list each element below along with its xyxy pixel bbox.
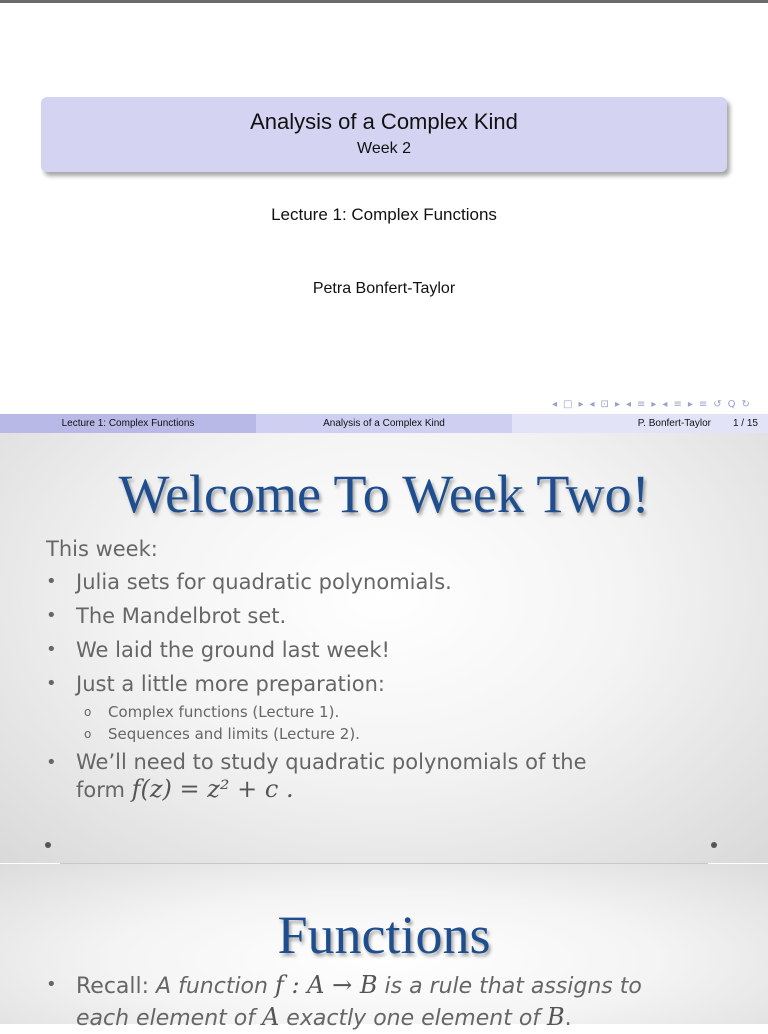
bullet-glyph: • xyxy=(46,974,57,995)
footer-author: P. Bonfert-Taylor xyxy=(637,418,711,429)
nav-section-icon[interactable]: ≡ xyxy=(637,399,646,410)
functions-body xyxy=(46,970,728,1034)
recall-line1 xyxy=(46,970,728,1002)
footer-right xyxy=(512,414,768,433)
set-a: A xyxy=(261,1003,280,1031)
nav-next-section-icon[interactable]: ▸ xyxy=(651,399,657,410)
recall-line2 xyxy=(46,1002,728,1034)
sub-list-item: o Complex functions (Lecture 1). xyxy=(46,701,728,723)
list-item: • Just a little more preparation: xyxy=(46,667,728,701)
welcome-slide xyxy=(0,433,768,863)
recall-italic-1: A function xyxy=(156,974,275,999)
line2-end: . xyxy=(564,1006,572,1031)
nav-doc-icon[interactable]: ≡ xyxy=(673,399,682,410)
presentation-subtitle: Week 2 xyxy=(357,140,411,157)
intro-text: This week: xyxy=(46,537,158,561)
slide-dot-left xyxy=(45,842,51,848)
title-box xyxy=(41,97,727,172)
functions-heading: Functions xyxy=(277,905,491,965)
slide-dot-right xyxy=(711,842,717,848)
nav-next-subsection-icon[interactable]: ▸ xyxy=(614,399,620,410)
title-slide xyxy=(0,3,768,414)
presentation-title: Analysis of a Complex Kind xyxy=(250,109,518,134)
list-item: • We laid the ground last week! xyxy=(46,633,728,667)
welcome-body xyxy=(46,537,728,804)
nav-back-icon[interactable]: ↺ xyxy=(713,399,722,410)
beamer-navigation-bar[interactable] xyxy=(552,399,750,410)
nav-search-icon[interactable]: Q xyxy=(727,399,736,410)
list-item: • Julia sets for quadratic polynomials. xyxy=(46,565,728,599)
recall-prefix: Recall: xyxy=(76,974,157,999)
author-name: Petra Bonfert-Taylor xyxy=(312,280,456,297)
footer-page-number: 1 / 15 xyxy=(732,418,758,429)
nav-prev-section-icon[interactable]: ◂ xyxy=(625,399,631,410)
list-item: • The Mandelbrot set. xyxy=(46,599,728,633)
footer-course: Analysis of a Complex Kind xyxy=(256,414,512,433)
nav-frame-icon[interactable]: □ xyxy=(563,399,573,410)
bullet-list-final xyxy=(46,749,728,804)
welcome-heading: Welcome To Week Two! xyxy=(118,464,650,524)
quadratic-line1: We’ll need to study quadratic polynomials of the xyxy=(76,750,587,774)
footer-lecture: Lecture 1: Complex Functions xyxy=(0,414,256,433)
bullet-list xyxy=(46,565,728,701)
line2-italic-2: exactly one element of xyxy=(279,1006,548,1031)
list-item-quadratic xyxy=(46,749,728,804)
sub-list-item: o Sequences and limits (Lecture 2). xyxy=(46,723,728,745)
quadratic-line2-prefix: form xyxy=(76,778,132,802)
nav-prev-doc-icon[interactable]: ◂ xyxy=(662,399,668,410)
quadratic-formula: f(z) = z² + c . xyxy=(131,775,294,803)
slide-footer xyxy=(0,414,768,433)
line2-italic-1: each element of xyxy=(76,1006,262,1031)
function-notation: f : A → B xyxy=(274,971,378,999)
functions-slide xyxy=(0,864,768,1031)
nav-toc-icon[interactable]: ≡ xyxy=(698,399,708,410)
set-b: B xyxy=(547,1003,565,1031)
recall-italic-2: is a rule that assigns to xyxy=(377,974,642,999)
nav-prev-frame-icon[interactable]: ◂ xyxy=(552,399,558,410)
nav-subsection-icon[interactable]: ⊡ xyxy=(600,399,609,410)
nav-next-doc-icon[interactable]: ▸ xyxy=(687,399,693,410)
nav-next-frame-icon[interactable]: ▸ xyxy=(578,399,584,410)
sub-bullet-list xyxy=(46,701,728,745)
nav-prev-subsection-icon[interactable]: ◂ xyxy=(589,399,595,410)
lecture-title: Lecture 1: Complex Functions xyxy=(271,205,497,224)
nav-forward-icon[interactable]: ↻ xyxy=(741,399,750,410)
